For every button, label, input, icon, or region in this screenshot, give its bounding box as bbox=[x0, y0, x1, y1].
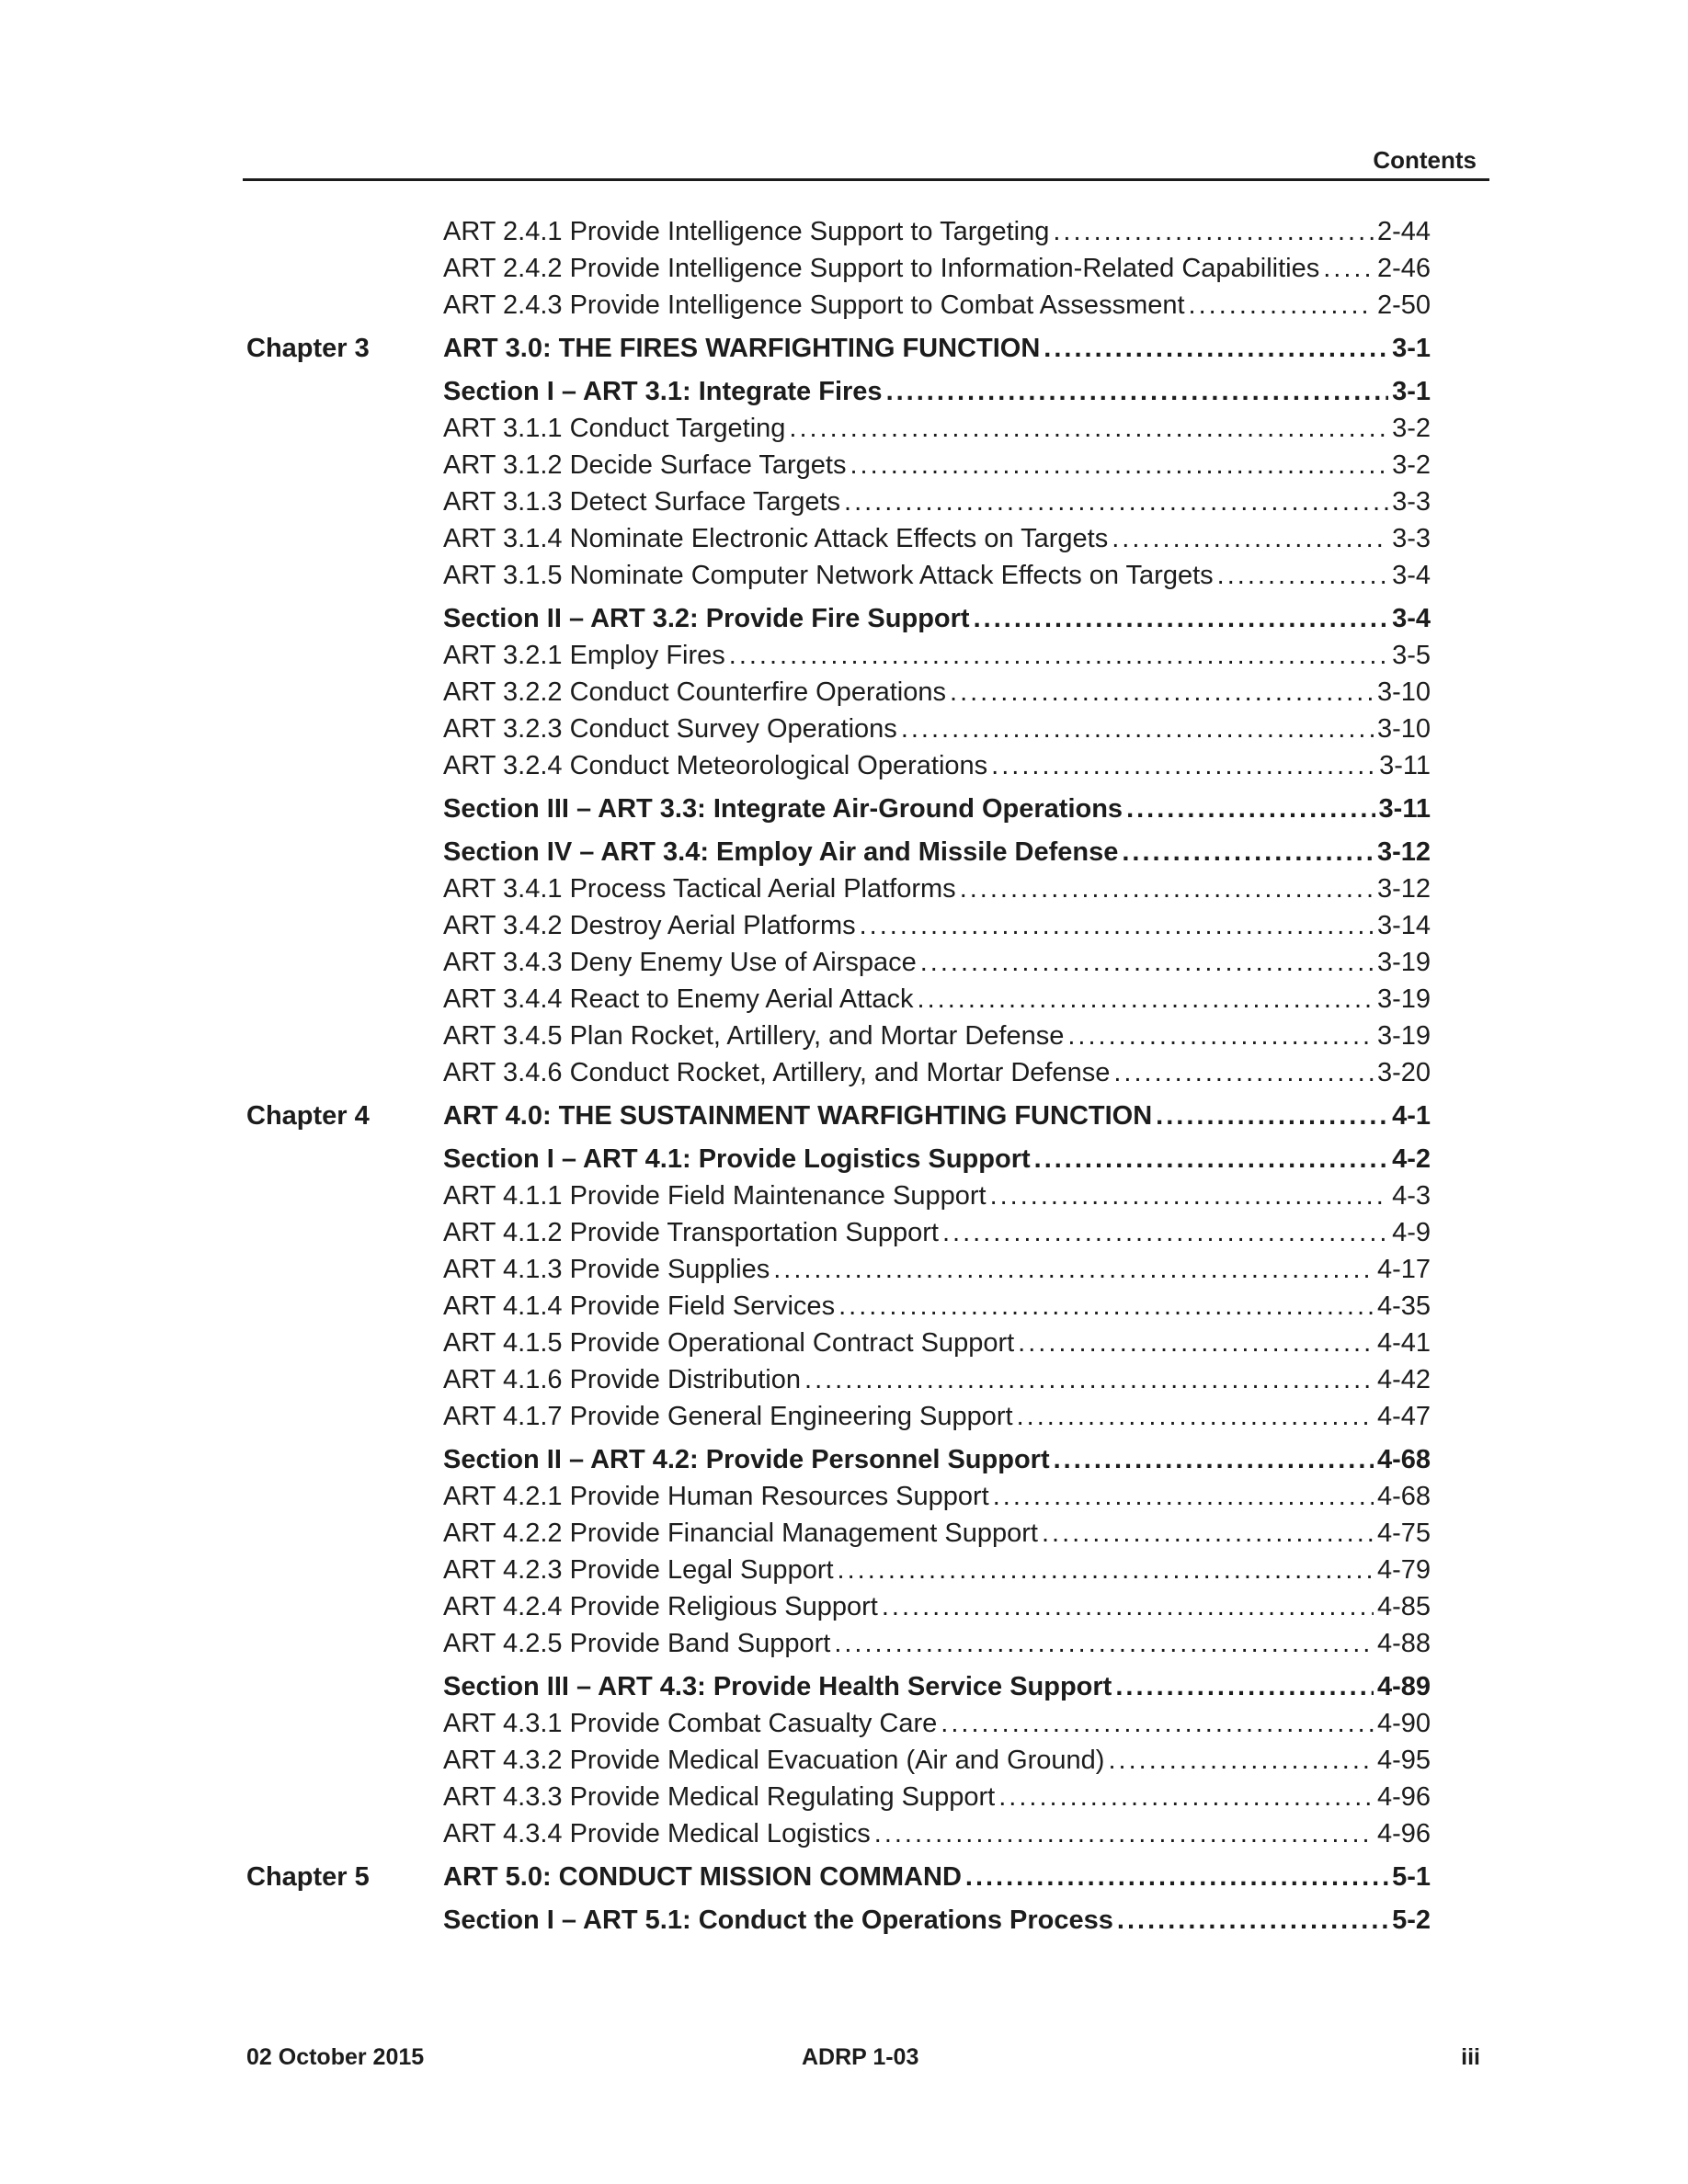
toc-entry[interactable] bbox=[243, 747, 1438, 784]
toc-entry-line bbox=[443, 1214, 1431, 1251]
toc-entry-title: ART 4.1.6 Provide Distribution bbox=[443, 1365, 802, 1394]
dot-leader bbox=[1117, 1902, 1388, 1939]
dot-leader bbox=[874, 1815, 1374, 1852]
toc-entry[interactable] bbox=[243, 1859, 1438, 1895]
toc-entry[interactable] bbox=[243, 1054, 1438, 1091]
toc-entry-line bbox=[443, 483, 1431, 520]
toc-entry-page: 4-88 bbox=[1376, 1629, 1431, 1658]
toc-entry[interactable] bbox=[243, 1668, 1438, 1705]
footer-page-number: iii bbox=[1461, 2044, 1480, 2070]
table-of-contents bbox=[243, 213, 1438, 1939]
dot-leader bbox=[860, 907, 1374, 944]
dot-leader bbox=[998, 1779, 1374, 1815]
toc-entry-page: 4-17 bbox=[1376, 1255, 1431, 1284]
toc-entry[interactable] bbox=[243, 1325, 1438, 1361]
toc-entry[interactable] bbox=[243, 330, 1438, 367]
toc-entry[interactable] bbox=[243, 1902, 1438, 1939]
toc-entry-line bbox=[443, 1902, 1431, 1939]
dot-leader bbox=[1217, 557, 1388, 594]
dot-leader bbox=[1017, 1398, 1374, 1435]
toc-entry-page: 2-50 bbox=[1376, 290, 1431, 320]
toc-entry-title: ART 2.4.3 Provide Intelligence Support to Combat Assessment bbox=[443, 290, 1185, 320]
dot-leader bbox=[1108, 1742, 1373, 1779]
toc-entry-line bbox=[443, 1177, 1431, 1214]
toc-entry-line bbox=[443, 1552, 1431, 1588]
toc-entry-line bbox=[443, 637, 1431, 674]
dot-leader bbox=[729, 637, 1388, 674]
toc-entry-title: Section I – ART 4.1: Provide Logistics Support bbox=[443, 1144, 1031, 1174]
toc-entry[interactable] bbox=[243, 674, 1438, 711]
toc-entry-title: ART 4.3.3 Provide Medical Regulating Support bbox=[443, 1782, 996, 1812]
toc-entry-title: ART 3.2.3 Conduct Survey Operations bbox=[443, 714, 897, 744]
toc-entry-page: 3-12 bbox=[1376, 874, 1431, 904]
toc-entry-line bbox=[443, 907, 1431, 944]
toc-entry-page: 3-10 bbox=[1376, 714, 1431, 744]
toc-entry[interactable] bbox=[243, 1018, 1438, 1054]
toc-entry-title: ART 2.4.1 Provide Intelligence Support to Targeting bbox=[443, 217, 1050, 246]
toc-entry-title: ART 4.1.2 Provide Transportation Support bbox=[443, 1218, 939, 1247]
toc-entry-line bbox=[443, 213, 1431, 250]
toc-entry-title: ART 4.1.5 Provide Operational Contract Support bbox=[443, 1328, 1015, 1358]
toc-entry[interactable] bbox=[243, 1288, 1438, 1325]
toc-entry-line bbox=[443, 674, 1431, 711]
dot-leader bbox=[1034, 1141, 1388, 1177]
dot-leader bbox=[1053, 213, 1374, 250]
toc-entry-line bbox=[443, 1098, 1431, 1134]
dot-leader bbox=[991, 747, 1375, 784]
toc-entry-page: 5-1 bbox=[1392, 1862, 1431, 1892]
toc-entry[interactable] bbox=[243, 1815, 1438, 1852]
toc-entry-page: 4-96 bbox=[1376, 1782, 1431, 1812]
dot-leader bbox=[974, 600, 1388, 637]
toc-entry-title: ART 3.1.2 Decide Surface Targets bbox=[443, 450, 847, 480]
toc-entry-page: 3-3 bbox=[1392, 487, 1431, 517]
toc-entry-page: 3-19 bbox=[1376, 1021, 1431, 1051]
toc-entry-line bbox=[443, 1251, 1431, 1288]
toc-entry-line bbox=[443, 1398, 1431, 1435]
toc-entry-title: ART 4.2.3 Provide Legal Support bbox=[443, 1555, 834, 1585]
toc-entry[interactable] bbox=[243, 373, 1438, 410]
toc-entry[interactable] bbox=[243, 1742, 1438, 1779]
toc-entry-page: 4-79 bbox=[1376, 1555, 1431, 1585]
toc-entry[interactable] bbox=[243, 1098, 1438, 1134]
toc-entry-title: ART 4.1.4 Provide Field Services bbox=[443, 1291, 836, 1321]
toc-entry-title: ART 4.0: THE SUSTAINMENT WARFIGHTING FUNCTION bbox=[443, 1101, 1153, 1131]
toc-entry[interactable] bbox=[243, 1779, 1438, 1815]
toc-entry-line bbox=[443, 287, 1431, 324]
toc-entry[interactable] bbox=[243, 287, 1438, 324]
toc-entry[interactable] bbox=[243, 1515, 1438, 1552]
toc-entry[interactable] bbox=[243, 600, 1438, 637]
dot-leader bbox=[838, 1552, 1374, 1588]
toc-entry-line bbox=[443, 557, 1431, 594]
dot-leader bbox=[882, 1588, 1374, 1625]
toc-entry-title: ART 3.1.3 Detect Surface Targets bbox=[443, 487, 841, 517]
dot-leader bbox=[886, 373, 1389, 410]
toc-entry-page: 4-3 bbox=[1392, 1181, 1431, 1211]
toc-entry-title: ART 4.2.5 Provide Band Support bbox=[443, 1629, 831, 1658]
dot-leader bbox=[990, 1177, 1389, 1214]
toc-entry-title: ART 3.4.1 Process Tactical Aerial Platforms bbox=[443, 874, 956, 904]
toc-entry-page: 4-47 bbox=[1376, 1402, 1431, 1431]
toc-entry-page: 3-20 bbox=[1376, 1058, 1431, 1087]
toc-entry-line bbox=[443, 250, 1431, 287]
dot-leader bbox=[838, 1288, 1374, 1325]
toc-entry-page: 4-42 bbox=[1376, 1365, 1431, 1394]
toc-entry-line bbox=[443, 447, 1431, 483]
toc-entry[interactable] bbox=[243, 834, 1438, 870]
toc-entry-line bbox=[443, 1815, 1431, 1852]
toc-entry[interactable] bbox=[243, 637, 1438, 674]
toc-entry-page: 3-5 bbox=[1392, 641, 1431, 670]
toc-entry-line bbox=[443, 1325, 1431, 1361]
dot-leader bbox=[1115, 1668, 1374, 1705]
toc-entry-line bbox=[443, 1361, 1431, 1398]
toc-entry-title: Section III – ART 3.3: Integrate Air-Ground Operations bbox=[443, 794, 1123, 824]
toc-entry-title: ART 3.2.2 Conduct Counterfire Operations bbox=[443, 677, 947, 707]
toc-entry[interactable] bbox=[243, 520, 1438, 557]
toc-entry[interactable] bbox=[243, 791, 1438, 827]
toc-entry-line bbox=[443, 981, 1431, 1018]
toc-entry-title: ART 2.4.2 Provide Intelligence Support to Information-Related Capabilities bbox=[443, 254, 1320, 283]
toc-entry[interactable] bbox=[243, 250, 1438, 287]
toc-entry[interactable] bbox=[243, 944, 1438, 981]
toc-entry[interactable] bbox=[243, 483, 1438, 520]
toc-entry-page: 3-19 bbox=[1376, 984, 1431, 1014]
dot-leader bbox=[1189, 287, 1374, 324]
toc-entry-page: 3-10 bbox=[1376, 677, 1431, 707]
toc-entry-title: Section IV – ART 3.4: Employ Air and Missile Defense bbox=[443, 837, 1119, 867]
toc-entry-title: Section I – ART 3.1: Integrate Fires bbox=[443, 377, 883, 406]
toc-entry-page: 3-19 bbox=[1376, 948, 1431, 977]
toc-entry-title: ART 4.1.7 Provide General Engineering Support bbox=[443, 1402, 1013, 1431]
toc-entry-line bbox=[443, 1742, 1431, 1779]
toc-entry-title: ART 3.4.4 React to Enemy Aerial Attack bbox=[443, 984, 914, 1014]
toc-entry-line bbox=[443, 1668, 1431, 1705]
toc-entry-page: 5-2 bbox=[1392, 1905, 1431, 1935]
toc-entry[interactable] bbox=[243, 1398, 1438, 1435]
toc-entry-page: 4-9 bbox=[1392, 1218, 1431, 1247]
toc-entry[interactable] bbox=[243, 1588, 1438, 1625]
toc-entry[interactable] bbox=[243, 410, 1438, 447]
toc-entry[interactable] bbox=[243, 1625, 1438, 1662]
toc-entry-title: ART 4.2.4 Provide Religious Support bbox=[443, 1592, 878, 1621]
toc-entry-line bbox=[443, 1141, 1431, 1177]
toc-entry-title: ART 4.3.1 Provide Combat Casualty Care bbox=[443, 1709, 938, 1738]
dot-leader bbox=[950, 674, 1374, 711]
toc-entry-line bbox=[443, 1054, 1431, 1091]
toc-entry[interactable] bbox=[243, 1441, 1438, 1478]
toc-entry-page: 4-68 bbox=[1376, 1445, 1431, 1474]
toc-entry[interactable] bbox=[243, 981, 1438, 1018]
dot-leader bbox=[942, 1214, 1388, 1251]
toc-entry-line bbox=[443, 834, 1431, 870]
chapter-label: Chapter 5 bbox=[246, 1862, 370, 1892]
toc-entry-title: ART 3.4.6 Conduct Rocket, Artillery, and Mortar Defense bbox=[443, 1058, 1111, 1087]
toc-entry-page: 3-3 bbox=[1392, 524, 1431, 553]
toc-entry-title: ART 3.4.5 Plan Rocket, Artillery, and Mortar Defense bbox=[443, 1021, 1065, 1051]
toc-entry-title: Section I – ART 5.1: Conduct the Operations Process bbox=[443, 1905, 1113, 1935]
toc-entry-title: ART 3.4.3 Deny Enemy Use of Airspace bbox=[443, 948, 917, 977]
dot-leader bbox=[920, 944, 1374, 981]
toc-entry-page: 3-14 bbox=[1376, 911, 1431, 940]
dot-leader bbox=[844, 483, 1388, 520]
toc-entry-title: ART 3.2.4 Conduct Meteorological Operations bbox=[443, 751, 988, 780]
toc-entry[interactable] bbox=[243, 557, 1438, 594]
dot-leader bbox=[804, 1361, 1374, 1398]
toc-entry-title: Section II – ART 4.2: Provide Personnel Support bbox=[443, 1445, 1050, 1474]
toc-entry-line bbox=[443, 1018, 1431, 1054]
toc-entry-title: ART 3.1.1 Conduct Targeting bbox=[443, 414, 786, 443]
toc-entry[interactable] bbox=[243, 1214, 1438, 1251]
toc-entry-page: 4-90 bbox=[1376, 1709, 1431, 1738]
chapter-label: Chapter 3 bbox=[246, 334, 370, 363]
header-rule bbox=[243, 178, 1489, 181]
toc-entry-page: 3-1 bbox=[1392, 377, 1431, 406]
toc-entry-title: ART 3.2.1 Employ Fires bbox=[443, 641, 725, 670]
toc-entry-line bbox=[443, 1859, 1431, 1895]
toc-entry[interactable] bbox=[243, 1177, 1438, 1214]
toc-entry-line bbox=[443, 410, 1431, 447]
dot-leader bbox=[965, 1859, 1388, 1895]
toc-entry-title: ART 5.0: CONDUCT MISSION COMMAND bbox=[443, 1862, 962, 1892]
toc-entry-page: 4-41 bbox=[1376, 1328, 1431, 1358]
toc-entry-page: 3-1 bbox=[1392, 334, 1431, 363]
toc-entry-title: ART 3.1.4 Nominate Electronic Attack Effects on Targets bbox=[443, 524, 1109, 553]
toc-entry[interactable] bbox=[243, 711, 1438, 747]
footer-publication: ADRP 1-03 bbox=[802, 2044, 919, 2070]
toc-entry-line bbox=[443, 520, 1431, 557]
toc-entry-title: ART 4.2.2 Provide Financial Management Support bbox=[443, 1519, 1038, 1548]
toc-entry-page: 4-75 bbox=[1376, 1519, 1431, 1548]
toc-entry-line bbox=[443, 1779, 1431, 1815]
toc-entry-line bbox=[443, 870, 1431, 907]
toc-entry-title: ART 4.3.2 Provide Medical Evacuation (Air and Ground) bbox=[443, 1746, 1105, 1775]
toc-entry-title: Section II – ART 3.2: Provide Fire Support bbox=[443, 604, 970, 633]
dot-leader bbox=[918, 981, 1374, 1018]
dot-leader bbox=[993, 1478, 1374, 1515]
dot-leader bbox=[1156, 1098, 1388, 1134]
toc-entry-title: ART 4.1.3 Provide Supplies bbox=[443, 1255, 770, 1284]
toc-entry-page: 3-4 bbox=[1392, 604, 1431, 633]
toc-entry[interactable] bbox=[243, 1141, 1438, 1177]
toc-entry-page: 4-35 bbox=[1376, 1291, 1431, 1321]
dot-leader bbox=[1126, 791, 1374, 827]
toc-entry-line bbox=[443, 944, 1431, 981]
dot-leader bbox=[1067, 1018, 1374, 1054]
toc-entry-page: 3-12 bbox=[1376, 837, 1431, 867]
dot-leader bbox=[834, 1625, 1374, 1662]
toc-entry-line bbox=[443, 1478, 1431, 1515]
dot-leader bbox=[773, 1251, 1374, 1288]
dot-leader bbox=[850, 447, 1388, 483]
footer-date: 02 October 2015 bbox=[246, 2044, 425, 2070]
toc-entry-page: 2-44 bbox=[1376, 217, 1431, 246]
toc-entry-line bbox=[443, 791, 1431, 827]
dot-leader bbox=[1042, 1515, 1374, 1552]
toc-entry[interactable] bbox=[243, 213, 1438, 250]
toc-entry-line bbox=[443, 373, 1431, 410]
toc-entry-title: ART 3.4.2 Destroy Aerial Platforms bbox=[443, 911, 856, 940]
toc-entry[interactable] bbox=[243, 447, 1438, 483]
toc-entry[interactable] bbox=[243, 1361, 1438, 1398]
toc-entry-page: 3-11 bbox=[1379, 751, 1431, 780]
toc-entry-page: 4-1 bbox=[1392, 1101, 1431, 1131]
toc-entry-page: 4-68 bbox=[1376, 1482, 1431, 1511]
toc-entry-page: 4-89 bbox=[1376, 1672, 1431, 1701]
toc-entry-line bbox=[443, 747, 1431, 784]
toc-entry-page: 4-96 bbox=[1376, 1819, 1431, 1848]
dot-leader bbox=[1323, 250, 1374, 287]
toc-entry-page: 3-4 bbox=[1392, 561, 1431, 590]
running-header-title: Contents bbox=[1373, 146, 1477, 174]
toc-entry-page: 3-11 bbox=[1378, 794, 1431, 824]
toc-entry-page: 3-2 bbox=[1392, 414, 1431, 443]
chapter-label: Chapter 4 bbox=[246, 1101, 370, 1131]
toc-entry-page: 3-2 bbox=[1392, 450, 1431, 480]
dot-leader bbox=[960, 870, 1374, 907]
toc-entry-title: ART 4.2.1 Provide Human Resources Support bbox=[443, 1482, 989, 1511]
toc-entry-page: 4-85 bbox=[1376, 1592, 1431, 1621]
toc-entry-line bbox=[443, 600, 1431, 637]
toc-entry[interactable] bbox=[243, 1478, 1438, 1515]
toc-entry[interactable] bbox=[243, 870, 1438, 907]
toc-entry-title: ART 3.0: THE FIRES WARFIGHTING FUNCTION bbox=[443, 334, 1041, 363]
toc-entry-line bbox=[443, 1705, 1431, 1742]
dot-leader bbox=[1113, 1054, 1374, 1091]
dot-leader bbox=[1112, 520, 1388, 557]
dot-leader bbox=[941, 1705, 1374, 1742]
toc-entry-page: 4-2 bbox=[1392, 1144, 1431, 1174]
dot-leader bbox=[1054, 1441, 1374, 1478]
toc-entry-title: ART 4.1.1 Provide Field Maintenance Support bbox=[443, 1181, 987, 1211]
toc-entry-line bbox=[443, 1625, 1431, 1662]
dot-leader bbox=[1044, 330, 1388, 367]
toc-entry[interactable] bbox=[243, 1705, 1438, 1742]
toc-entry[interactable] bbox=[243, 1251, 1438, 1288]
dot-leader bbox=[789, 410, 1388, 447]
dot-leader bbox=[1122, 834, 1374, 870]
toc-entry[interactable] bbox=[243, 1552, 1438, 1588]
toc-entry-line bbox=[443, 1588, 1431, 1625]
toc-entry-line bbox=[443, 1288, 1431, 1325]
toc-entry-line bbox=[443, 1441, 1431, 1478]
toc-entry-title: Section III – ART 4.3: Provide Health Service Support bbox=[443, 1672, 1112, 1701]
toc-entry-title: ART 3.1.5 Nominate Computer Network Attack Effects on Targets bbox=[443, 561, 1214, 590]
dot-leader bbox=[901, 711, 1374, 747]
toc-entry-line bbox=[443, 711, 1431, 747]
toc-entry-title: ART 4.3.4 Provide Medical Logistics bbox=[443, 1819, 871, 1848]
toc-entry-page: 2-46 bbox=[1376, 254, 1431, 283]
toc-entry-line bbox=[443, 1515, 1431, 1552]
toc-entry-page: 4-95 bbox=[1376, 1746, 1431, 1775]
dot-leader bbox=[1018, 1325, 1374, 1361]
toc-entry-line bbox=[443, 330, 1431, 367]
toc-entry[interactable] bbox=[243, 907, 1438, 944]
